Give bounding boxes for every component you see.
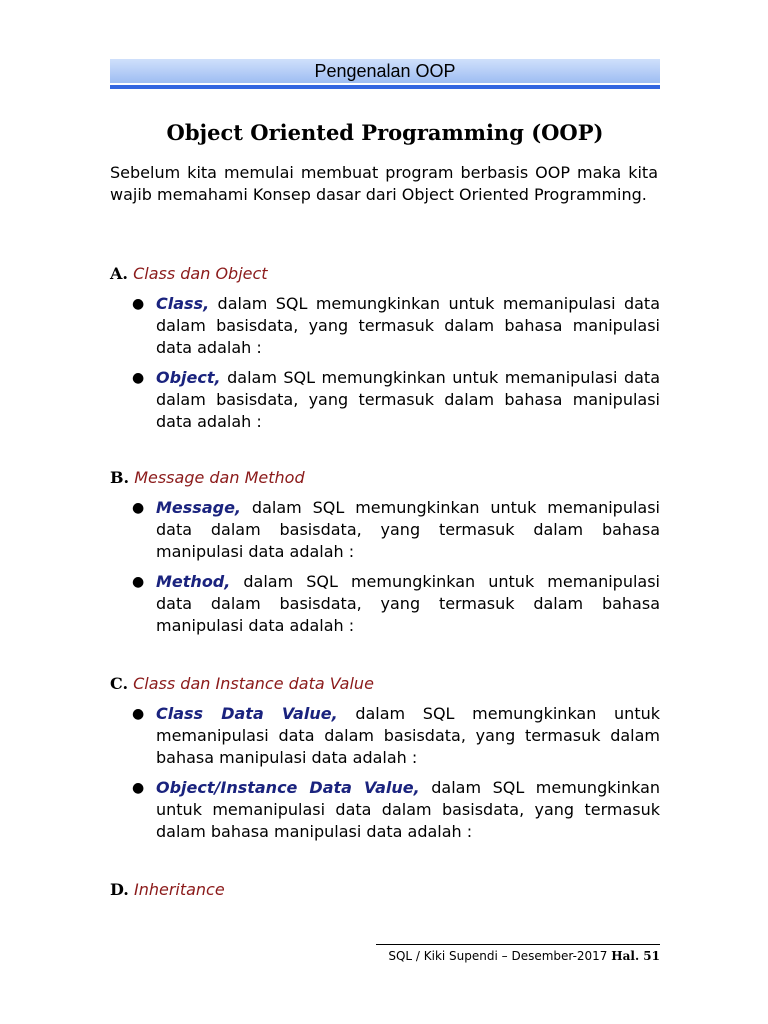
list-item — [110, 777, 660, 843]
item-term: Object, — [156, 368, 221, 387]
section-b — [110, 467, 660, 645]
item-term: Method, — [156, 572, 231, 591]
item-text: dalam SQL memungkinkan untuk memanipulasi data dalam basisdata, yang termasuk dalam bahasa manipulasi data adalah : — [156, 294, 660, 357]
section-c — [110, 673, 660, 851]
item-text: dalam SQL memungkinkan untuk memanipulasi data dalam basisdata, yang termasuk dalam bahasa manipulasi data adalah : — [156, 498, 660, 561]
section-title: Inheritance — [133, 880, 225, 899]
section-title: Class dan Instance data Value — [133, 674, 374, 693]
section-letter: B. — [110, 468, 130, 487]
bullet-icon: ● — [132, 780, 145, 796]
bullet-icon: ● — [132, 296, 145, 312]
section-heading — [110, 467, 660, 489]
item-term: Object/Instance Data Value, — [156, 778, 420, 797]
footer-rule — [376, 944, 660, 945]
item-term: Message, — [156, 498, 241, 517]
item-text: dalam SQL memungkinkan untuk memanipulasi data dalam basisdata, yang termasuk dalam bahasa manipulasi data adalah : — [156, 778, 661, 841]
bullet-icon: ● — [132, 370, 145, 386]
header-rule — [110, 85, 660, 89]
item-list — [110, 703, 660, 843]
list-item — [110, 571, 660, 637]
list-item — [110, 497, 660, 563]
footer-credit: SQL / Kiki Supendi – Desember-2017 — [388, 949, 612, 963]
document-title: Object Oriented Programming (OOP) — [166, 120, 604, 145]
running-header-title: Pengenalan OOP — [314, 61, 456, 81]
item-term: Class Data Value, — [156, 704, 338, 723]
item-list — [110, 497, 660, 637]
list-item — [110, 367, 660, 433]
bullet-icon: ● — [132, 500, 145, 516]
section-letter: D. — [110, 880, 129, 899]
section-heading — [110, 879, 660, 901]
page-number: Hal. 51 — [611, 949, 660, 963]
item-text: dalam SQL memungkinkan untuk memanipulasi data dalam basisdata, yang termasuk dalam bahasa manipulasi data adalah : — [156, 572, 660, 635]
section-heading — [110, 263, 660, 285]
section-d — [110, 879, 660, 901]
bullet-icon: ● — [132, 706, 145, 722]
page-footer — [376, 948, 660, 964]
intro-paragraph: Sebelum kita memulai membuat program berbasis OOP maka kita wajib memahami Konsep dasar dari Object Oriented Programming. — [110, 163, 658, 204]
list-item — [110, 293, 660, 359]
item-list — [110, 293, 660, 433]
running-header — [110, 59, 660, 83]
section-title: Class dan Object — [133, 264, 268, 283]
bullet-icon: ● — [132, 574, 145, 590]
item-text: dalam SQL memungkinkan untuk memanipulasi data dalam basisdata, yang termasuk dalam bahasa manipulasi data adalah : — [156, 704, 660, 767]
section-title: Message dan Method — [134, 468, 305, 487]
item-text: dalam SQL memungkinkan untuk memanipulasi data dalam basisdata, yang termasuk dalam bahasa manipulasi data adalah : — [156, 368, 660, 431]
item-term: Class, — [156, 294, 210, 313]
section-letter: A. — [110, 264, 128, 283]
section-letter: C. — [110, 674, 129, 693]
list-item — [110, 703, 660, 769]
section-heading — [110, 673, 660, 695]
section-a — [110, 263, 660, 441]
